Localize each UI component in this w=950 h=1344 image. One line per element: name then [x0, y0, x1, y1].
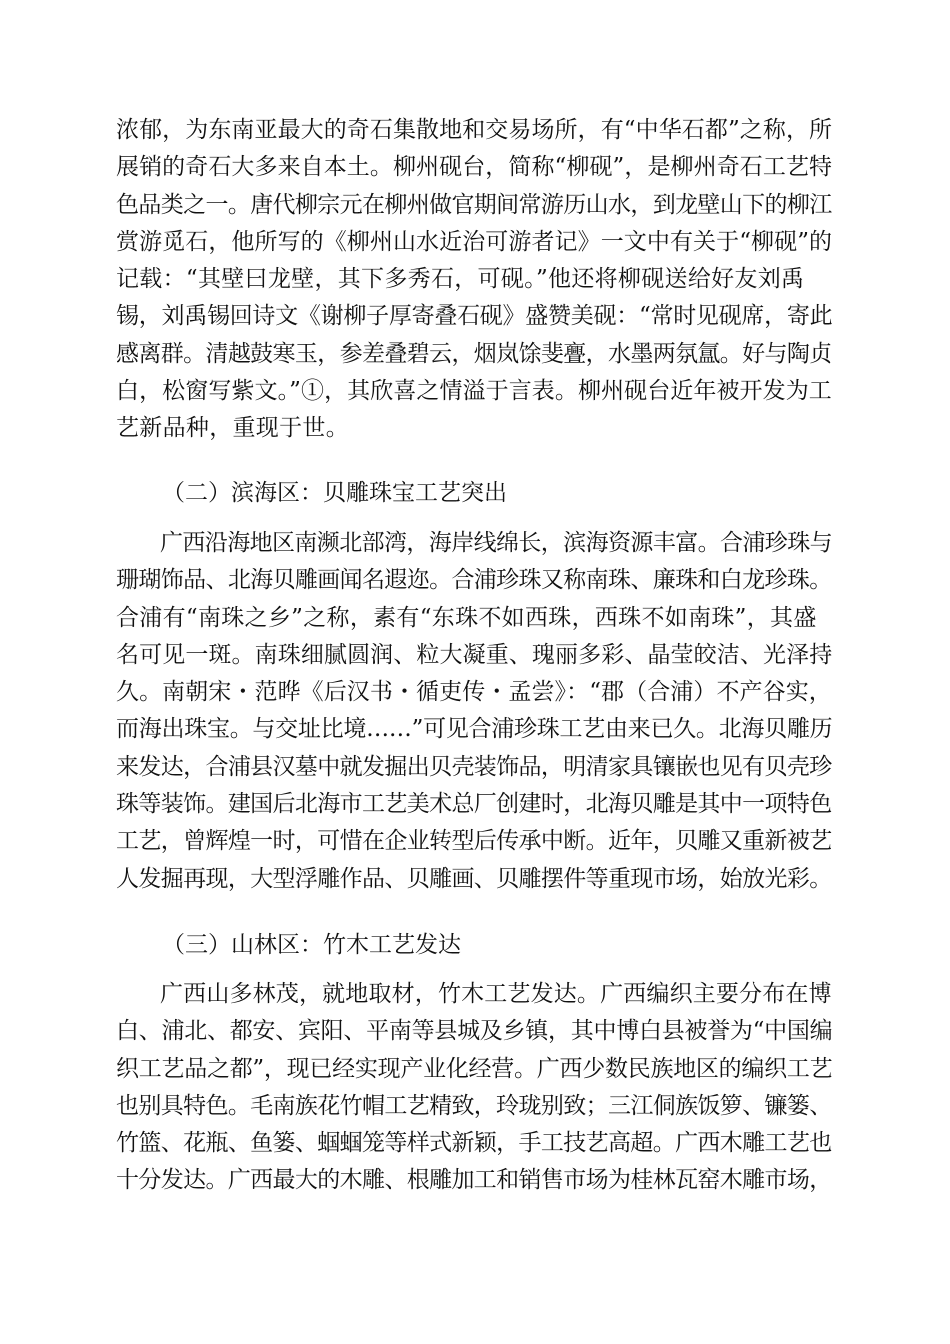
text-line: 锡，刘禹锡回诗文《谢柳子厚寄叠石砚》盛赞美砚：“常时见砚席，寄此	[116, 303, 833, 330]
section-heading-binhai: （二）滨海区：贝雕珠宝工艺突出	[162, 480, 507, 506]
text-line: 来发达，合浦县汉墓中就发掘出贝壳装饰品，明清家具镶嵌也见有贝壳珍	[116, 753, 832, 780]
text-line: 广西沿海地区南濒北部湾，海岸线绵长，滨海资源丰富。合浦珍珠与	[160, 530, 833, 556]
text-line: 记载：“其壁曰龙壁，其下多秀石，可砚。”他还将柳砚送给好友刘禹	[116, 266, 805, 293]
text-line: 而海出珠宝。与交址比境……”可见合浦珍珠工艺由来已久。北海贝雕历	[116, 716, 833, 743]
text-line: 广西山多林茂，就地取材，竹木工艺发达。广西编织主要分布在博	[160, 981, 832, 1007]
text-line: 织工艺品之都”，现已经实现产业化经营。广西少数民族地区的编织工艺	[116, 1055, 833, 1082]
text-line: 艺新品种，重现于世。	[116, 415, 349, 442]
paragraph-binhai	[116, 525, 832, 898]
text-line: 工艺，曾辉煌一时，可惜在企业转型后传承中断。近年，贝雕又重新被艺	[116, 828, 832, 855]
text-line: 合浦有“南珠之乡”之称，素有“东珠不如西珠，西珠不如南珠”，其盛	[116, 604, 817, 631]
paragraph-qishi-liuyan	[116, 112, 832, 448]
text-line: 竹篮、花瓶、鱼篓、蝈蝈笼等样式新颖，手工技艺高超。广西木雕工艺也	[116, 1130, 832, 1157]
text-line: 珊瑚饰品、北海贝雕画闻名遐迩。合浦珍珠又称南珠、廉珠和白龙珍珠。	[116, 567, 832, 594]
text-line: 珠等装饰。建国后北海市工艺美术总厂创建时，北海贝雕是其中一项特色	[116, 791, 832, 818]
paragraph-shanlin	[116, 976, 832, 1200]
text-line: 感离群。清越鼓寒玉，参差叠碧云，烟岚馀斐亹，水墨两氛氲。好与陶贞	[116, 340, 832, 367]
text-line: 浓郁，为东南亚最大的奇石集散地和交易场所，有“中华石都”之称，所	[116, 117, 833, 143]
text-line: 久。南朝宋・范晔《后汉书・循吏传・孟尝》：“郡（合浦）不产谷实，	[116, 679, 832, 706]
text-line: 也别具特色。毛南族花竹帽工艺精致，玲珑别致；三江侗族饭箩、镰篓、	[116, 1092, 832, 1119]
text-line: 白，松窗写紫文。”①，其欣喜之情溢于言表。柳州砚台近年被开发为工	[116, 378, 832, 405]
text-line: 色品类之一。唐代柳宗元在柳州做官期间常游历山水，到龙壁山下的柳江	[116, 191, 832, 218]
text-line: 人发掘再现，大型浮雕作品、贝雕画、贝雕摆件等重现市场，始放光彩。	[116, 865, 832, 892]
text-line: 赏游觅石，他所写的《柳州山水近治可游者记》一文中有关于“柳砚”的	[116, 228, 833, 255]
text-line: 十分发达。广西最大的木雕、根雕加工和销售市场为桂林瓦窑木雕市场，	[116, 1167, 832, 1194]
text-line: 展销的奇石大多来自本土。柳州砚台，简称“柳砚”，是柳州奇石工艺特	[116, 154, 833, 181]
text-line: 名可见一斑。南珠细腻圆润、粒大凝重、瑰丽多彩、晶莹皎洁、光泽持	[116, 641, 833, 668]
text-line: 白、浦北、都安、宾阳、平南等县城及乡镇，其中博白县被誉为“中国编	[116, 1018, 833, 1045]
section-heading-shanlin: （三）山林区：竹木工艺发达	[162, 932, 461, 958]
